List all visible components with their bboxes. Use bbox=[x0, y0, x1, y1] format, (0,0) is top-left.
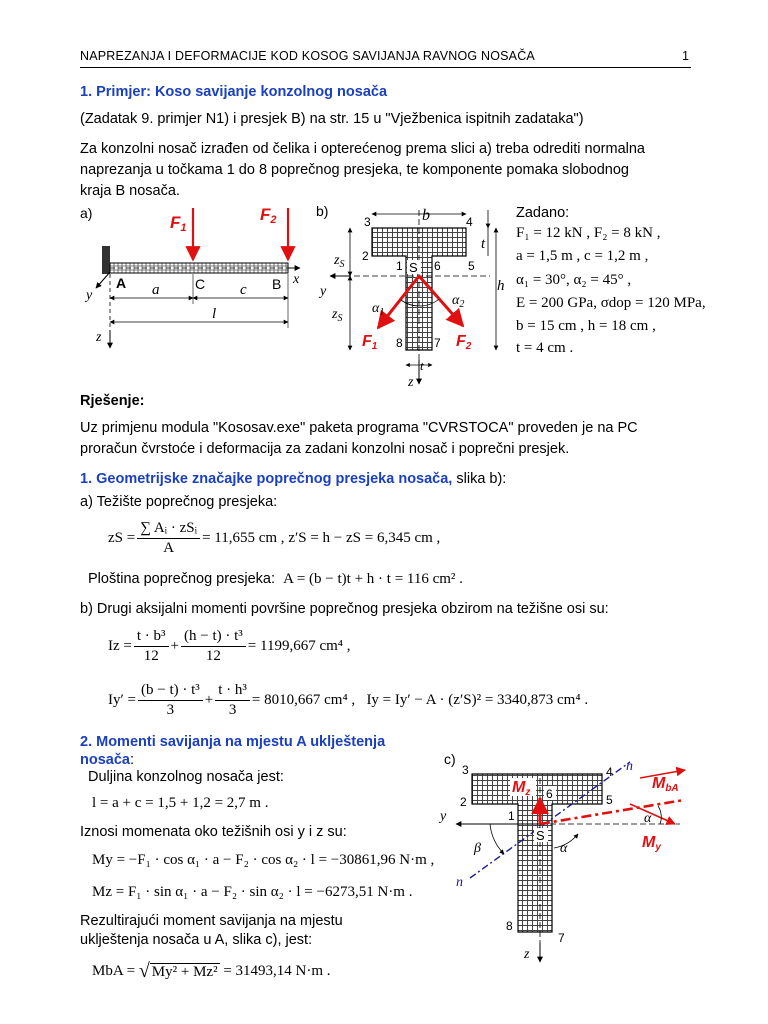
dim-a-label: a bbox=[152, 282, 160, 298]
point-C-label: C bbox=[195, 276, 206, 292]
point-1: 1 bbox=[508, 809, 515, 823]
centroid-S: S bbox=[536, 828, 545, 843]
figure-c-label: c) bbox=[444, 751, 456, 767]
figure-a-label: a) bbox=[80, 205, 93, 221]
alpha2-label: $\alpha_2$ bbox=[452, 293, 465, 310]
my-label: My bbox=[642, 834, 661, 853]
iy-equations: Iy′ = $\frac{\text{(b − t) · t³}}{3}$ + $\frac{\text{t · h³}}{3}$ = 8010,667 cm⁴ , Iy = Iy′ − A · (z′S)² = 3340,873 cm⁴ . bbox=[108, 682, 589, 718]
axis-z-label: z bbox=[96, 330, 102, 345]
point-5: 5 bbox=[468, 259, 475, 273]
point-4: 4 bbox=[606, 765, 613, 779]
point-2: 2 bbox=[460, 795, 467, 809]
axis-y-label: y bbox=[440, 809, 447, 824]
point-8: 8 bbox=[396, 336, 403, 350]
point-2: 2 bbox=[362, 249, 369, 263]
alpha-label-right: α bbox=[644, 811, 652, 826]
point-7: 7 bbox=[434, 336, 441, 350]
intro-line-3: kraja B nosača. bbox=[80, 183, 180, 199]
area-row: Ploština poprečnog presjeka: A = (b − t)t + h · t = 116 cm² . bbox=[88, 571, 463, 587]
running-header-title: NAPREZANJA I DEFORMACIJE KOD KOSOG SAVIJANJA RAVNOG NOSAČA bbox=[80, 49, 535, 63]
section1-heading: 1. Geometrijske značajke poprečnog presjeka nosača, slika b): bbox=[80, 471, 507, 487]
length-label: Duljina konzolnog nosača jest: bbox=[88, 769, 284, 785]
figure-b-cross-section bbox=[310, 200, 516, 390]
zs-label: $z_S$ bbox=[332, 307, 343, 324]
point-4: 4 bbox=[466, 215, 473, 229]
axis-y-label: y bbox=[86, 288, 93, 303]
force-F1-label: F1 bbox=[362, 333, 378, 352]
solution-line-1: Uz primjenu modula "Kososav.exe" paketa programa "CVRSTOCA" proveden je na PC bbox=[80, 420, 638, 436]
dim-t-label: t bbox=[481, 236, 486, 252]
force-F2-label: F2 bbox=[456, 333, 472, 352]
mba-label: MbA bbox=[652, 775, 679, 794]
point-8: 8 bbox=[506, 919, 513, 933]
point-3: 3 bbox=[364, 215, 371, 229]
point-7: 7 bbox=[558, 931, 565, 945]
mz-equation: Mz = F₁ · sin α₁ · a − F₂ · sin α₂ · l = −6273,51 N·m . bbox=[92, 884, 413, 900]
zs-equation: zS = $\frac{\text{∑ Aᵢ · zSᵢ}}{A}$ = 11,655 cm , z′S = h − zS = 6,345 cm , bbox=[108, 520, 441, 556]
length-equation: l = a + c = 1,5 + 1,2 = 2,7 m . bbox=[92, 795, 269, 811]
figure-a-beam-diagram bbox=[80, 200, 310, 360]
figure-c-moment-diagram bbox=[430, 748, 700, 974]
dim-h-label: h bbox=[497, 278, 505, 294]
given-title: Zadano: bbox=[516, 205, 570, 221]
force-F1-label: F1 bbox=[170, 213, 187, 234]
given-lengths: a = 1,5 m , c = 1,2 m , bbox=[516, 248, 649, 264]
zs-prime-label: $z_S$ bbox=[334, 253, 345, 270]
given-angles: α₁ = 30°, α₂ = 45° , bbox=[516, 272, 632, 288]
section2-heading-line1: 2. Momenti savijanja na mjestu A uklještenja bbox=[80, 734, 386, 750]
moments-label: Iznosi momenata oko težišnih osi y i z su: bbox=[80, 824, 347, 840]
dim-c-label: c bbox=[240, 282, 247, 298]
t-section-shape bbox=[472, 774, 602, 932]
dim-t-bottom-label: t bbox=[420, 358, 424, 373]
result-line-2: uklještenja nosača u A, slika c), jest: bbox=[80, 932, 313, 948]
axis-y-label: y bbox=[320, 284, 327, 299]
given-forces: F₁ = 12 kN , F₂ = 8 kN , bbox=[516, 225, 661, 241]
point-1: 1 bbox=[396, 259, 403, 273]
my-equation: My = −F₁ · cos α₁ · a − F₂ · cos α₂ · l = −30861,96 N·m , bbox=[92, 852, 435, 868]
header-rule bbox=[80, 67, 691, 68]
given-dimensions: b = 15 cm , h = 18 cm , bbox=[516, 318, 656, 334]
beta-label: β bbox=[474, 841, 481, 856]
point-B-label: B bbox=[272, 276, 282, 292]
axis-z-label: z bbox=[408, 375, 414, 390]
section2-heading-line2: nosača: bbox=[80, 752, 135, 768]
centroid-S: S bbox=[409, 260, 418, 275]
dim-l-label: l bbox=[212, 306, 217, 322]
point-A-label: A bbox=[116, 275, 127, 291]
point-6: 6 bbox=[434, 259, 441, 273]
intro-line-2: naprezanja u točkama 1 do 8 poprečnog presjeka, te komponente pomaka slobodnog bbox=[80, 162, 629, 178]
alpha1-label: $\alpha_1$ bbox=[372, 301, 385, 318]
iz-equation: Iz = $\frac{\text{t · b³}}{12}$ + $\frac{\text{(h − t) · t³}}{12}$ = 1199,667 cm⁴ , bbox=[108, 628, 351, 664]
mba-equation: MbA = √ My² + Mz² = 31493,14 N·m . bbox=[92, 960, 331, 982]
given-thickness: t = 4 cm . bbox=[516, 340, 574, 356]
neutral-axis-label-bottom: n bbox=[456, 875, 463, 890]
point-3: 3 bbox=[462, 763, 469, 777]
result-line-1: Rezultirajući moment savijanja na mjestu bbox=[80, 913, 343, 929]
my-arrow bbox=[630, 804, 675, 824]
figure-b-label: b) bbox=[316, 203, 329, 219]
given-material: E = 200 GPa, σdop = 120 MPa, bbox=[516, 295, 706, 311]
solution-heading: Rješenje: bbox=[80, 393, 145, 409]
section1-b-label: b) Drugi aksijalni momenti površine poprečnog presjeka obzirom na težišne osi su: bbox=[80, 601, 609, 617]
example-reference: (Zadatak 9. primjer N1) i presjek B) na str. 15 u "Vježbenica ispitnih zadataka") bbox=[80, 111, 584, 127]
solution-line-2: proračun čvrstoće i deformacija za zadani konzolni nosač i poprečni presjek. bbox=[80, 441, 570, 457]
force-F2-label: F2 bbox=[260, 205, 277, 226]
axis-x-label: x bbox=[293, 272, 300, 287]
dim-b-label: b bbox=[422, 207, 430, 224]
intro-line-1: Za konzolni nosač izrađen od čelika i opterećenog prema slici a) treba odrediti normalna bbox=[80, 141, 645, 157]
section1-a-label: a) Težište poprečnog presjeka: bbox=[80, 494, 278, 510]
fixed-support-wall bbox=[102, 246, 110, 274]
page-number: 1 bbox=[682, 49, 690, 63]
mz-label: Mz bbox=[512, 779, 531, 798]
axis-z-label: z bbox=[524, 947, 530, 962]
point-5: 5 bbox=[606, 793, 613, 807]
neutral-axis-label-top: n bbox=[626, 759, 633, 774]
point-6: 6 bbox=[546, 787, 553, 801]
alpha-label-near-s: α bbox=[560, 841, 568, 856]
example-heading: 1. Primjer: Koso savijanje konzolnog nosača bbox=[80, 84, 388, 100]
